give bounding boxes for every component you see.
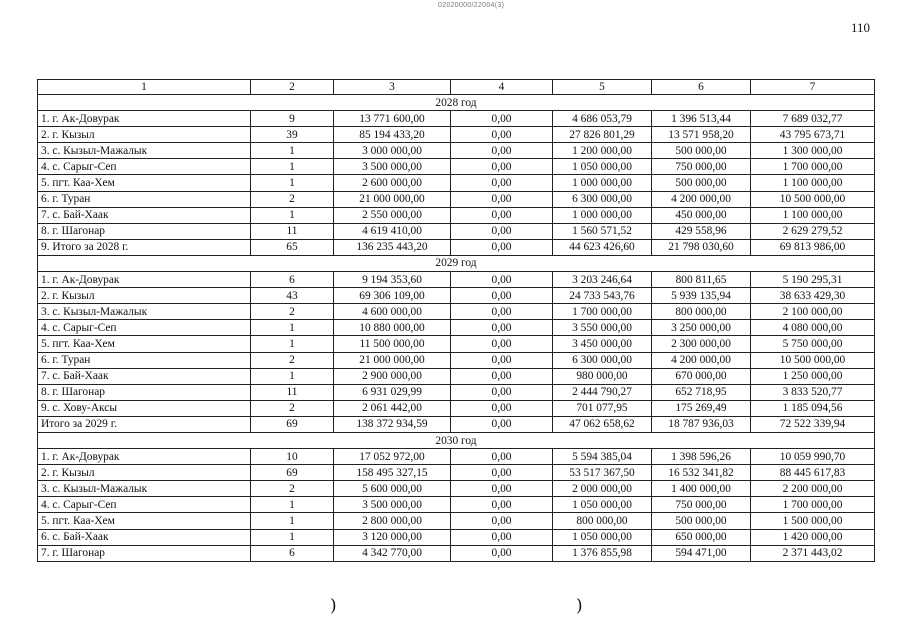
table-cell: 21 000 000,00 [334, 352, 451, 368]
table-cell: 0,00 [451, 400, 553, 416]
table-cell: 13 571 958,20 [652, 127, 751, 143]
table-cell: 53 517 367,50 [553, 465, 652, 481]
table-cell: 0,00 [451, 191, 553, 207]
table-cell: 4 686 053,79 [553, 111, 652, 127]
table-cell: 8. г. Шагонар [38, 384, 251, 400]
data-table [37, 79, 875, 562]
table-cell: 0,00 [451, 272, 553, 288]
table-cell: 2 [251, 304, 334, 320]
table-cell: 2 629 279,52 [751, 223, 875, 239]
bottom-mark-right: ) [576, 596, 583, 616]
table-cell: 69 306 109,00 [334, 288, 451, 304]
table-cell: 1 [251, 143, 334, 159]
table-cell: 1 250 000,00 [751, 368, 875, 384]
table-cell: 652 718,95 [652, 384, 751, 400]
table-cell: 1 050 000,00 [553, 159, 652, 175]
table-cell: 13 771 600,00 [334, 111, 451, 127]
table-cell: 85 194 433,20 [334, 127, 451, 143]
table-cell: 7 689 032,77 [751, 111, 875, 127]
table-row [38, 545, 875, 561]
table-cell: 800 000,00 [553, 513, 652, 529]
table-cell: 2 061 442,00 [334, 400, 451, 416]
table-cell: 4 080 000,00 [751, 320, 875, 336]
table-cell: 39 [251, 127, 334, 143]
table-cell: 0,00 [451, 497, 553, 513]
table-cell: 3 120 000,00 [334, 529, 451, 545]
table-cell: 5 594 385,04 [553, 449, 652, 465]
table-cell: 4 600 000,00 [334, 304, 451, 320]
table-cell: 72 522 339,94 [751, 416, 875, 432]
table-cell: 2 [251, 191, 334, 207]
table-cell: 0,00 [451, 481, 553, 497]
table-cell: 10 500 000,00 [751, 191, 875, 207]
table-cell: 5. пгт. Каа-Хем [38, 175, 251, 191]
table-row [38, 191, 875, 207]
table-cell: 43 795 673,71 [751, 127, 875, 143]
table-cell: 1 000 000,00 [553, 207, 652, 223]
table-cell: 0,00 [451, 175, 553, 191]
table-row [38, 384, 875, 400]
table-cell: 44 623 426,60 [553, 239, 652, 255]
page-number: 110 [851, 20, 871, 35]
table-cell: 136 235 443,20 [334, 239, 451, 255]
table-cell: 0,00 [451, 304, 553, 320]
table-cell: 0,00 [451, 384, 553, 400]
table-cell: 11 500 000,00 [334, 336, 451, 352]
table-cell: 3 450 000,00 [553, 336, 652, 352]
table-cell: 2 900 000,00 [334, 368, 451, 384]
table-cell: 7. с. Бай-Хаак [38, 368, 251, 384]
table-cell: 980 000,00 [553, 368, 652, 384]
table-row [38, 127, 875, 143]
year-row [38, 432, 875, 448]
table-row [38, 304, 875, 320]
header-cell: 2 [251, 80, 334, 95]
year-heading: 2030 год [38, 432, 875, 448]
table-cell: 0,00 [451, 207, 553, 223]
header-cell: 4 [451, 80, 553, 95]
table-cell: 750 000,00 [652, 159, 751, 175]
table-cell: 2. г. Кызыл [38, 127, 251, 143]
table-row [38, 111, 875, 127]
table-cell: 1 100 000,00 [751, 175, 875, 191]
table-cell: 650 000,00 [652, 529, 751, 545]
table-row [38, 272, 875, 288]
bottom-mark-left: ) [330, 596, 337, 616]
table-cell: 21 000 000,00 [334, 191, 451, 207]
header-row [38, 80, 875, 95]
table-cell: 69 [251, 416, 334, 432]
table-cell: 0,00 [451, 513, 553, 529]
table-cell: 3 833 520,77 [751, 384, 875, 400]
table-cell: 10 880 000,00 [334, 320, 451, 336]
table-cell: 0,00 [451, 320, 553, 336]
table-cell: 1 [251, 529, 334, 545]
table-cell: 9. Итого за 2028 г. [38, 239, 251, 255]
table-cell: 4. с. Сарыг-Сеп [38, 159, 251, 175]
table-row [38, 239, 875, 255]
table-cell: 2. г. Кызыл [38, 465, 251, 481]
table-row [38, 143, 875, 159]
table-cell: 701 077,95 [553, 400, 652, 416]
table-cell: 69 [251, 465, 334, 481]
table-cell: 1 398 596,26 [652, 449, 751, 465]
table-body [38, 80, 875, 562]
table-cell: 3 250 000,00 [652, 320, 751, 336]
table-cell: 2 444 790,27 [553, 384, 652, 400]
table-cell: 2 600 000,00 [334, 175, 451, 191]
table-cell: 138 372 934,59 [334, 416, 451, 432]
table-row [38, 368, 875, 384]
table-cell: 3 550 000,00 [553, 320, 652, 336]
table-cell: 0,00 [451, 336, 553, 352]
table-cell: 800 000,00 [652, 304, 751, 320]
table-row [38, 207, 875, 223]
table-cell: 3. с. Кызыл-Мажалык [38, 143, 251, 159]
table-cell: 2 [251, 481, 334, 497]
table-cell: 3 500 000,00 [334, 497, 451, 513]
table-cell: 1. г. Ак-Довурак [38, 272, 251, 288]
table-cell: 1 420 000,00 [751, 529, 875, 545]
table-cell: 7. с. Бай-Хаак [38, 207, 251, 223]
table-cell: 5. пгт. Каа-Хем [38, 513, 251, 529]
table-cell: 11 [251, 223, 334, 239]
table-cell: 69 813 986,00 [751, 239, 875, 255]
table-cell: 6. с. Бай-Хаак [38, 529, 251, 545]
table-cell: 0,00 [451, 352, 553, 368]
table-cell: 0,00 [451, 223, 553, 239]
table-cell: 2 371 443,02 [751, 545, 875, 561]
table-row [38, 513, 875, 529]
table-cell: 1 050 000,00 [553, 497, 652, 513]
table-cell: 88 445 617,83 [751, 465, 875, 481]
table-cell: 9 194 353,60 [334, 272, 451, 288]
table-cell: 2 [251, 352, 334, 368]
table-cell: 1 [251, 320, 334, 336]
table-cell: 5 939 135,94 [652, 288, 751, 304]
table-cell: 6. г. Туран [38, 191, 251, 207]
table-cell: 11 [251, 384, 334, 400]
table-cell: 1 [251, 497, 334, 513]
table-row [38, 449, 875, 465]
table-cell: 6 931 029,99 [334, 384, 451, 400]
table-cell: 0,00 [451, 143, 553, 159]
table-cell: 750 000,00 [652, 497, 751, 513]
table-cell: 2. г. Кызыл [38, 288, 251, 304]
table-cell: 38 633 429,30 [751, 288, 875, 304]
table-row [38, 400, 875, 416]
table-cell: 1. г. Ак-Довурак [38, 111, 251, 127]
table-row [38, 529, 875, 545]
table-row [38, 336, 875, 352]
table-cell: 6. г. Туран [38, 352, 251, 368]
table-cell: 1 050 000,00 [553, 529, 652, 545]
table-cell: 594 471,00 [652, 545, 751, 561]
table-cell: 4 200 000,00 [652, 191, 751, 207]
table-row [38, 223, 875, 239]
table-cell: 27 826 801,29 [553, 127, 652, 143]
table-cell: 1 000 000,00 [553, 175, 652, 191]
table-cell: 1 [251, 513, 334, 529]
table-cell: 1 200 000,00 [553, 143, 652, 159]
table-row [38, 175, 875, 191]
table-cell: 670 000,00 [652, 368, 751, 384]
table-cell: 0,00 [451, 368, 553, 384]
year-row [38, 255, 875, 271]
table-cell: 4 619 410,00 [334, 223, 451, 239]
table-cell: 7. г. Шагонар [38, 545, 251, 561]
table-cell: 1 [251, 159, 334, 175]
table-cell: 0,00 [451, 159, 553, 175]
table-cell: 0,00 [451, 545, 553, 561]
table-cell: 5 190 295,31 [751, 272, 875, 288]
table-cell: 3. с. Кызыл-Мажалык [38, 304, 251, 320]
table-row [38, 320, 875, 336]
table-cell: 3. с. Кызыл-Мажалык [38, 481, 251, 497]
table-cell: 18 787 936,03 [652, 416, 751, 432]
table-cell: 10 059 990,70 [751, 449, 875, 465]
table-cell: 0,00 [451, 127, 553, 143]
header-cell: 5 [553, 80, 652, 95]
table-cell: 1 [251, 207, 334, 223]
table-cell: 8. г. Шагонар [38, 223, 251, 239]
table-cell: 4 342 770,00 [334, 545, 451, 561]
header-cell: 7 [751, 80, 875, 95]
table-cell: 1 400 000,00 [652, 481, 751, 497]
table-cell: 10 500 000,00 [751, 352, 875, 368]
table-cell: 5 750 000,00 [751, 336, 875, 352]
table-cell: 1 300 000,00 [751, 143, 875, 159]
table-cell: 158 495 327,15 [334, 465, 451, 481]
table-cell: 3 000 000,00 [334, 143, 451, 159]
table-cell: 3 500 000,00 [334, 159, 451, 175]
table-cell: 2 200 000,00 [751, 481, 875, 497]
table-cell: 0,00 [451, 449, 553, 465]
year-heading: 2029 год [38, 255, 875, 271]
table-cell: 24 733 543,76 [553, 288, 652, 304]
table-cell: Итого за 2029 г. [38, 416, 251, 432]
table-cell: 0,00 [451, 529, 553, 545]
table-cell: 2 800 000,00 [334, 513, 451, 529]
table-cell: 800 811,65 [652, 272, 751, 288]
table-cell: 1 185 094,56 [751, 400, 875, 416]
table-cell: 1 700 000,00 [751, 497, 875, 513]
table-cell: 1 500 000,00 [751, 513, 875, 529]
table-row [38, 465, 875, 481]
table-row [38, 288, 875, 304]
table-cell: 1 [251, 336, 334, 352]
table-cell: 1. г. Ак-Довурак [38, 449, 251, 465]
table-cell: 1 376 855,98 [553, 545, 652, 561]
table-cell: 4. с. Сарыг-Сеп [38, 320, 251, 336]
table-cell: 2 550 000,00 [334, 207, 451, 223]
table-cell: 175 269,49 [652, 400, 751, 416]
table-row [38, 352, 875, 368]
table-cell: 1 700 000,00 [751, 159, 875, 175]
header-cell: 1 [38, 80, 251, 95]
table-row [38, 159, 875, 175]
table-cell: 10 [251, 449, 334, 465]
table-cell: 47 062 658,62 [553, 416, 652, 432]
table-cell: 5. пгт. Каа-Хем [38, 336, 251, 352]
table-cell: 9. с. Хову-Аксы [38, 400, 251, 416]
table-cell: 1 560 571,52 [553, 223, 652, 239]
table-cell: 500 000,00 [652, 513, 751, 529]
table-cell: 0,00 [451, 111, 553, 127]
table-cell: 0,00 [451, 416, 553, 432]
table-cell: 0,00 [451, 465, 553, 481]
year-heading: 2028 год [38, 95, 875, 111]
table-cell: 5 600 000,00 [334, 481, 451, 497]
table-cell: 2 300 000,00 [652, 336, 751, 352]
table-cell: 2 [251, 400, 334, 416]
table-cell: 429 558,96 [652, 223, 751, 239]
table-cell: 1 100 000,00 [751, 207, 875, 223]
table-cell: 6 300 000,00 [553, 191, 652, 207]
table-cell: 2 100 000,00 [751, 304, 875, 320]
table-cell: 500 000,00 [652, 175, 751, 191]
table-row [38, 497, 875, 513]
table-cell: 65 [251, 239, 334, 255]
table-row [38, 481, 875, 497]
table-cell: 1 396 513,44 [652, 111, 751, 127]
header-cell: 3 [334, 80, 451, 95]
table-cell: 3 203 246,64 [553, 272, 652, 288]
table-cell: 450 000,00 [652, 207, 751, 223]
table-cell: 9 [251, 111, 334, 127]
year-row [38, 95, 875, 111]
table-cell: 1 [251, 175, 334, 191]
table-cell: 16 532 341,82 [652, 465, 751, 481]
table-cell: 0,00 [451, 239, 553, 255]
table-cell: 1 700 000,00 [553, 304, 652, 320]
table-cell: 43 [251, 288, 334, 304]
table-cell: 500 000,00 [652, 143, 751, 159]
table-cell: 6 300 000,00 [553, 352, 652, 368]
header-cell: 6 [652, 80, 751, 95]
table-cell: 21 798 030,60 [652, 239, 751, 255]
table-cell: 2 000 000,00 [553, 481, 652, 497]
table-cell: 1 [251, 368, 334, 384]
table-cell: 6 [251, 545, 334, 561]
table-cell: 17 052 972,00 [334, 449, 451, 465]
table-cell: 4 200 000,00 [652, 352, 751, 368]
table-row [38, 416, 875, 432]
table-cell: 4. с. Сарыг-Сеп [38, 497, 251, 513]
table-cell: 0,00 [451, 288, 553, 304]
table-cell: 6 [251, 272, 334, 288]
document-code: 02020000/22004(3) [438, 2, 505, 9]
